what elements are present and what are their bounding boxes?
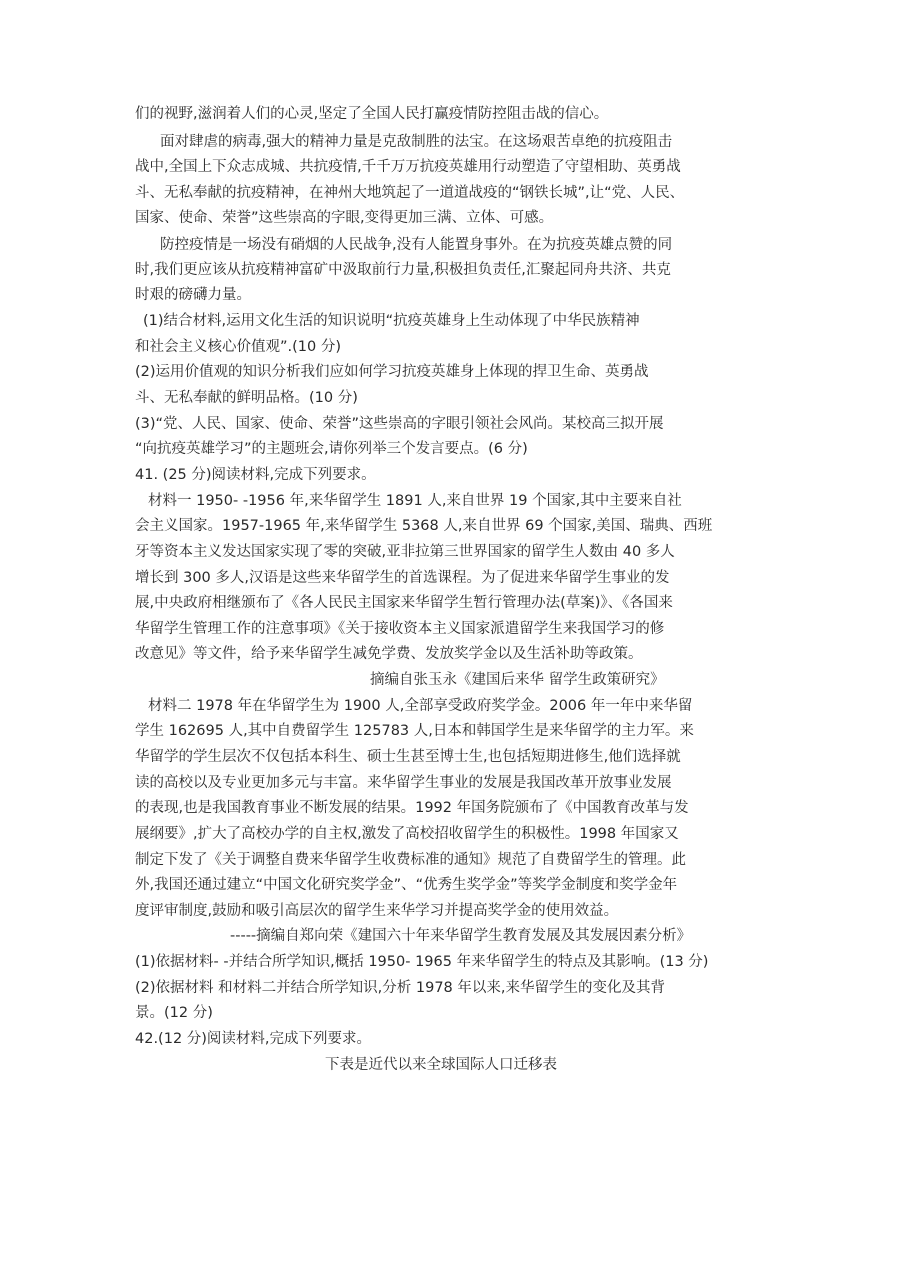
material-2-line-7: 制定下发了《关于调整自费来华留学生收费标准的通知》规范了自费留学生的管理。此: [135, 852, 686, 868]
material-1-line-1: 材料一 1950- -1956 年,来华留学生 1891 人,来自世界 19 个国家,其中主要来自社: [148, 493, 682, 509]
material-1-line-7: 改意见》等文件，给予来华留学生减免学费、发放奖学金以及生活补助等政策。: [135, 646, 643, 662]
material-2-line-4: 读的高校以及专业更加多元与丰富。来华留学生事业的发展是我国改革开放事业发展: [135, 775, 672, 791]
material-2-line-2: 学生 162695 人,其中自费留学生 125783 人,日本和韩国学生是来华留学的主力军。来: [135, 723, 694, 739]
question-42-heading: 42.(12 分)阅读材料,完成下列要求。: [135, 1031, 372, 1047]
material-1-line-4: 增长到 300 多人,汉语是这些来华留学生的首选课程。为了促进来华留学生事业的发: [135, 570, 670, 586]
material-2-source: -----摘编自郑向荣《建国六十年来华留学生教育发展及其发展因素分析》: [230, 928, 692, 944]
material-1-line-5: 展,中央政府相继颁布了《各人民民主国家来华留学生暂行管理办法(草案)》、《各国来: [135, 595, 673, 611]
material-1-line-2: 会主义国家。1957-1965 年,来华留学生 5368 人,来自世界 69 个国家,美国、瑞典、西班: [135, 518, 713, 534]
material-2-line-9: 度评审制度,鼓励和吸引高层次的留学生来华学习并提高奖学金的使用效益。: [135, 903, 619, 919]
text-line-36: 景。(12 分): [135, 1005, 213, 1021]
material-2-line-5: 的表现,也是我国教育事业不断发展的结果。1992 年国务院颁布了《中国教育改革与发: [135, 800, 689, 816]
text-line-1: 们的视野,滋润着人们的心灵,坚定了全国人民打赢疫情防控阻击战的信心。: [135, 106, 609, 122]
question-41-2: (2)依据材料 和材料二并结合所学知识,分析 1978 年以来,来华留学生的变化及其背: [135, 980, 665, 996]
material-1-source: 摘编自张玉永《建国后来华 留学生政策研究》: [370, 672, 665, 688]
question-41-1: (1)依据材料- -并结合所学知识,概括 1950- 1965 年来华留学生的特点及其影响。(13 分): [135, 954, 709, 970]
text-line-8: 时艰的磅礴力量。: [135, 287, 251, 303]
material-1-line-6: 华留学生管理工作的注意事项》《关于接收资本主义国家派遣留学生来我国学习的修: [135, 621, 665, 637]
question-2: (2)运用价值观的知识分析我们应如何学习抗疫英雄身上体现的捍卫生命、英勇战: [135, 364, 649, 380]
question-1: (1)结合材料,运用文化生活的知识说明“抗疫英雄身上生动体现了中华民族精神: [143, 313, 640, 329]
table-caption: 下表是近代以来全球国际人口迁移表: [325, 1057, 557, 1073]
text-line-4: 斗、无私奉献的抗疫精神，在神州大地筑起了一道道战疫的“钢铁长城”,让“党、人民、: [135, 185, 685, 201]
material-2-line-1: 材料二 1978 年在华留学生为 1900 人,全部享受政府奖学金。2006 年一年中来华留: [148, 698, 693, 714]
text-line-7: 时,我们更应该从抗疫精神富矿中汲取前行力量,积极担负责任,汇聚起同舟共济、共克: [135, 262, 671, 278]
question-41-heading: 41. (25 分)阅读材料,完成下列要求。: [135, 467, 376, 483]
text-line-14: “向抗疫英雄学习”的主题班会,请你列举三个发言要点。(6 分): [135, 441, 528, 457]
question-3: (3)“党、人民、国家、使命、荣誉”这些崇高的字眼引领社会风尚。某校高三拟开展: [135, 416, 664, 432]
text-line-2: 面对肆虐的病毒,强大的精神力量是克敌制胜的法宝。在这场艰苦卓绝的抗疫阻击: [160, 134, 673, 150]
text-line-3: 战中,全国上下众志成城、共抗疫情,千千万万抗疫英雄用行动塑造了守望相助、英勇战: [135, 159, 681, 175]
text-line-6: 防控疫情是一场没有硝烟的人民战争,没有人能置身事外。在为抗疫英雄点赞的同: [160, 237, 673, 253]
material-1-line-3: 牙等资本主义发达国家实现了零的突破,亚非拉第三世界国家的留学生人数由 40 多人: [135, 544, 675, 560]
material-2-line-3: 华留学的学生层次不仅包括本科生、硕士生甚至博士生,也包括短期进修生,他们选择就: [135, 749, 681, 765]
text-line-5: 国家、使命、荣誉”这些崇高的字眼,变得更加三满、立体、可感。: [135, 210, 554, 226]
text-line-10: 和社会主义核心价值观”.(10 分): [135, 339, 341, 355]
material-2-line-6: 展纲要》,扩大了高校办学的自主权,激发了高校招收留学生的积极性。1998 年国家又: [135, 826, 679, 842]
text-line-12: 斗、无私奉献的鲜明品格。(10 分): [135, 390, 358, 406]
material-2-line-8: 外,我国还通过建立“中国文化研究奖学金”、“优秀生奖学金”等奖学金制度和奖学金年: [135, 877, 678, 893]
